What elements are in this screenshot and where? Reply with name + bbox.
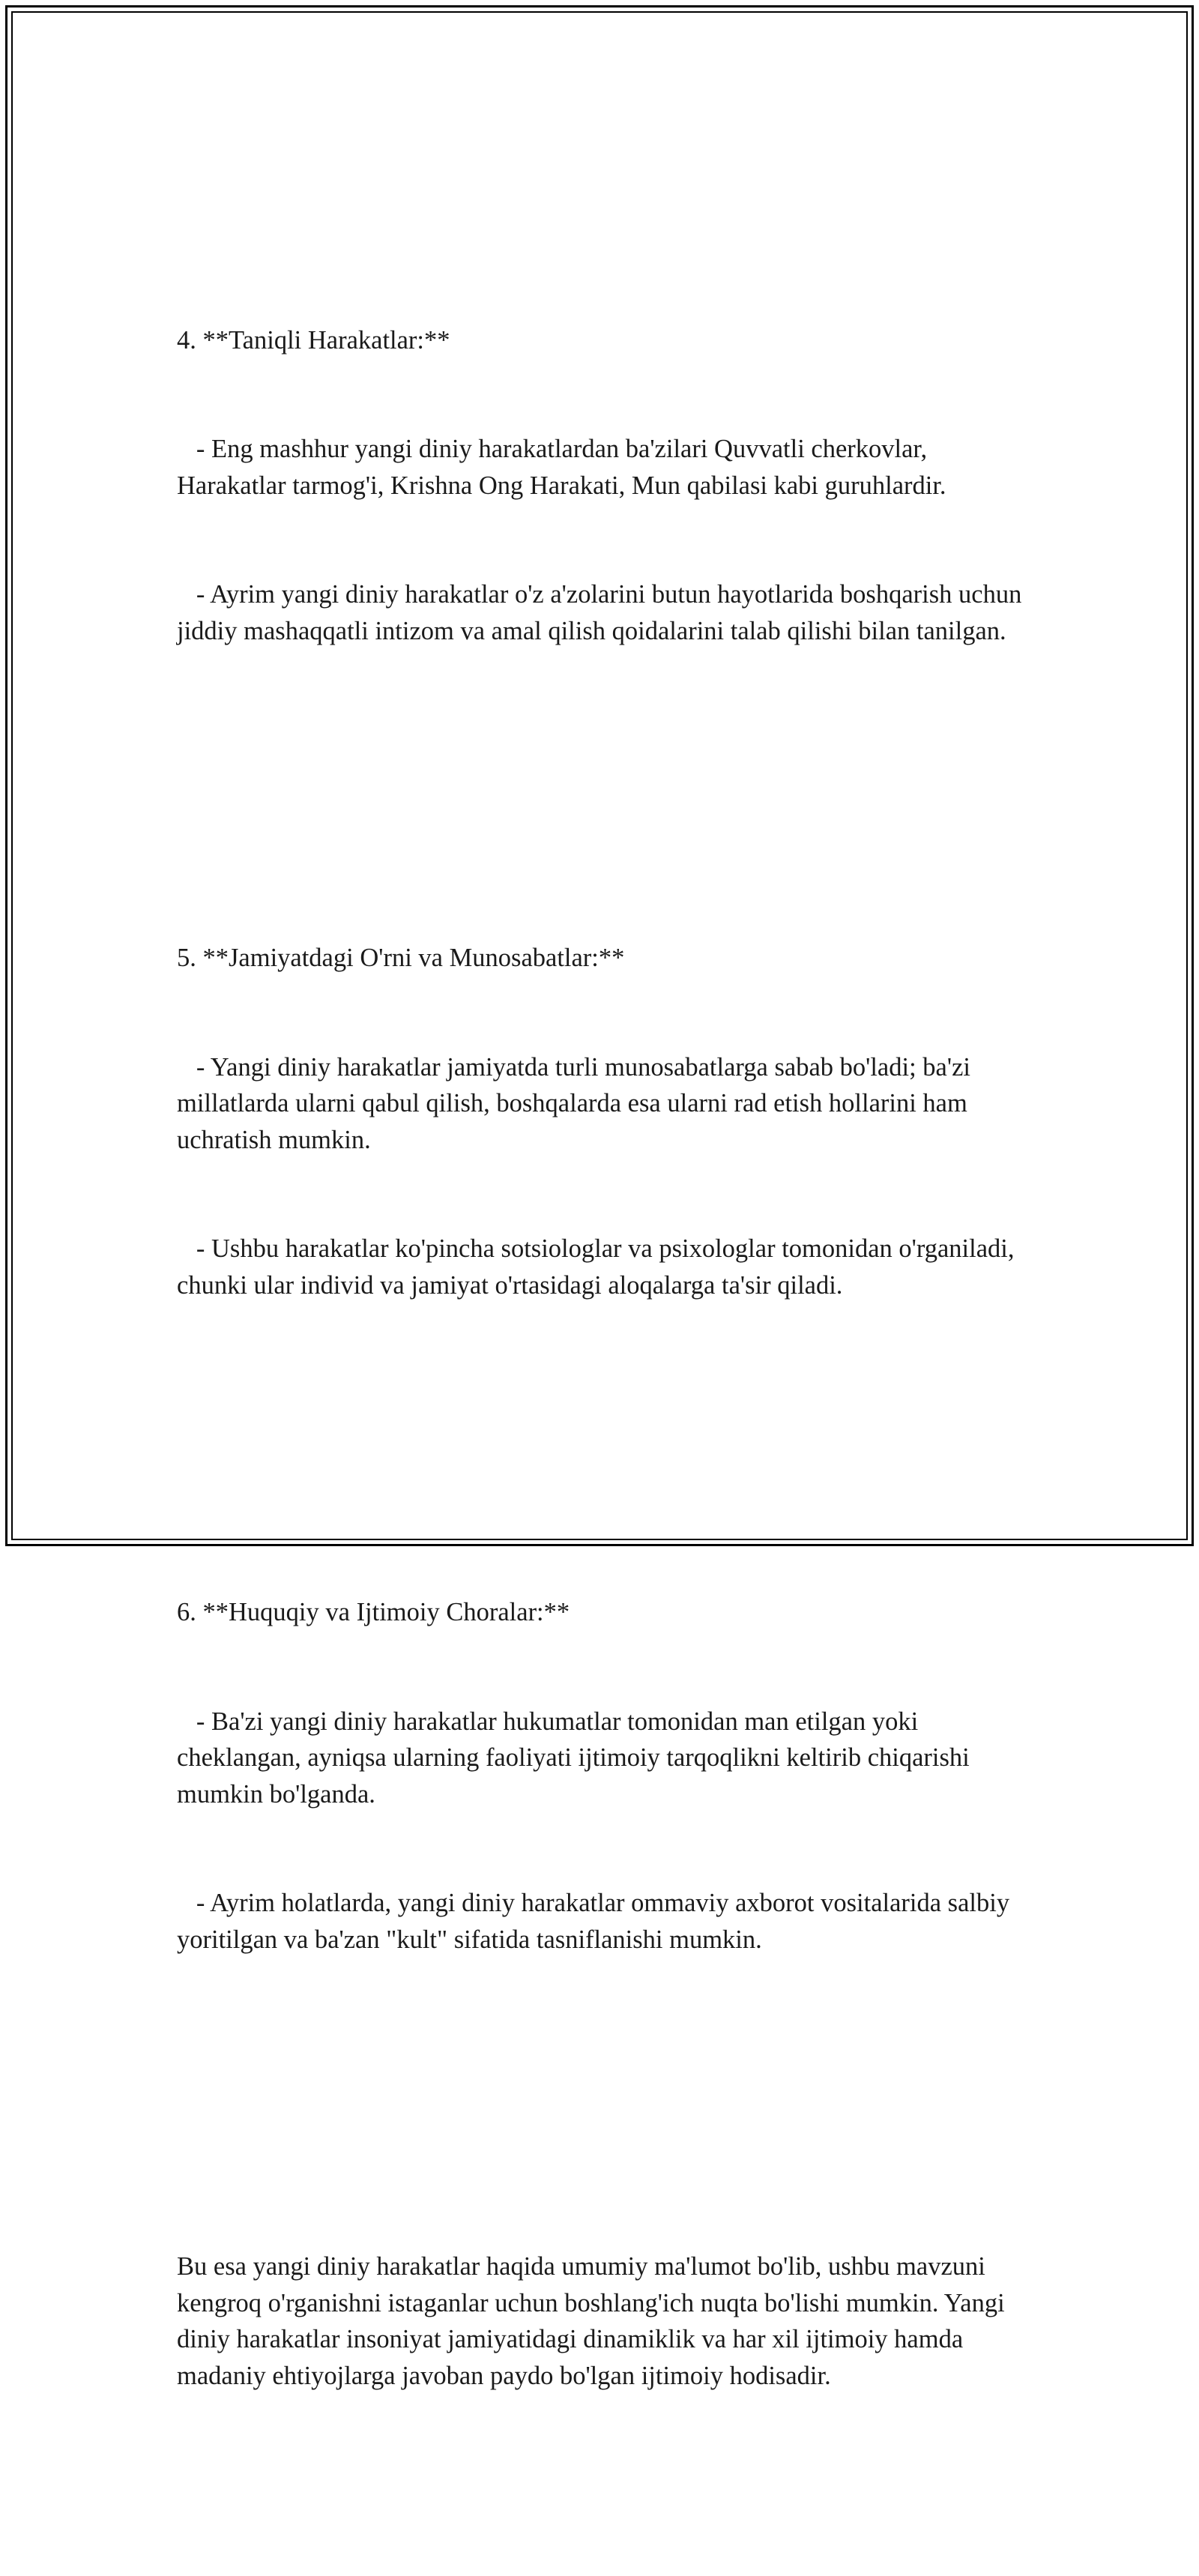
conclusion-text: Bu esa yangi diniy harakatlar haqida umumiy ma'lumot bo'lib, ushbu mavzuni kengroq o'rganishni istaganlar uchun boshlang'ich nuqta bo'lishi mumkin. Yangi diniy harakatlar insoniyat jamiyatidagi dinamiklik va har xil ijtimoiy hamda madaniy ehtiyojlarga javoban paydo bo'lgan ijtimoiy hodisadir. bbox=[177, 2252, 1012, 2390]
section-bullet: - Ushbu harakatlar ko'pincha sotsiologlar va psixologlar tomonidan o'rganiladi, chunki ular individ va jamiyat o'rtasidagi aloqalarga ta'sir qiladi. bbox=[177, 1234, 1021, 1300]
section-4 bbox=[177, 250, 1031, 723]
section-5 bbox=[177, 867, 1031, 1376]
section-bullet: - Ayrim yangi diniy harakatlar o'z a'zolarini butun hayotlarida boshqarish uchun jiddiy mashaqqatli intizom va amal qilish qoidalarini talab qilishi bilan tanilgan. bbox=[177, 580, 1028, 645]
section-bullet: - Ayrim holatlarda, yangi diniy harakatlar ommaviy axborot vositalarida salbiy yoritilgan va ba'zan "kult" sifatida tasniflanishi mumkin. bbox=[177, 1889, 1016, 1954]
section-heading: 6. **Huquqiy va Ijtimoiy Choralar:** bbox=[177, 1598, 570, 1626]
section-bullet: - Ba'zi yangi diniy harakatlar hukumatlar tomonidan man etilgan yoki cheklangan, ayniqsa ularning faoliyati ijtimoiy tarqoqlikni keltirib chiqarishi mumkin bo'lganda. bbox=[177, 1707, 976, 1809]
conclusion-paragraph bbox=[177, 2176, 1031, 2467]
section-heading: 4. **Taniqli Harakatlar:** bbox=[177, 325, 450, 355]
section-6 bbox=[177, 1521, 1031, 2030]
section-bullet: - Eng mashhur yangi diniy harakatlardan ba'zilari Quvvatli cherkovlar, Harakatlar tarmog'i, Krishna Ong Harakati, Mun qabilasi kabi guruhlardir. bbox=[177, 435, 946, 500]
section-heading: 5. **Jamiyatdagi O'rni va Munosabatlar:** bbox=[177, 944, 625, 972]
section-bullet: - Yangi diniy harakatlar jamiyatda turli munosabatlarga sabab bo'ladi; ba'zi millatlarda ularni qabul qilish, boshqalarda esa ularni rad etish hollarini ham uchratish mumkin. bbox=[177, 1052, 977, 1154]
document-body bbox=[177, 140, 1031, 2576]
